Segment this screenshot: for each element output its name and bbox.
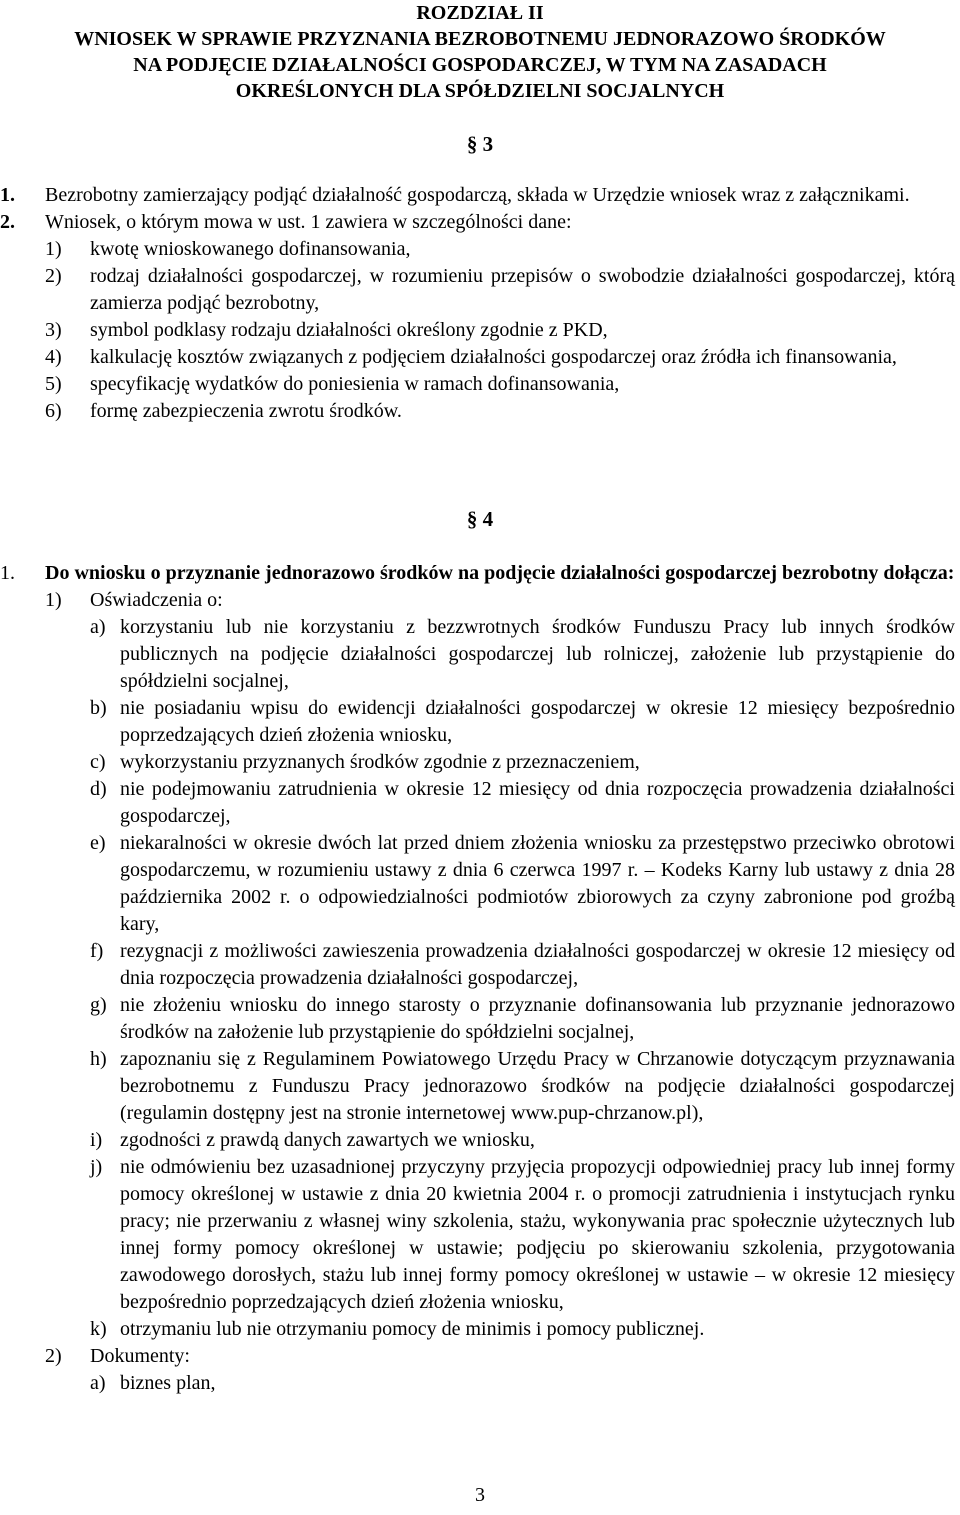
- section-3-body: [0, 182, 955, 425]
- item-letter: i): [90, 1129, 103, 1151]
- statement-item: [0, 1127, 955, 1154]
- item-number: 2): [45, 1345, 62, 1367]
- item-number: 4): [45, 346, 62, 368]
- chapter-subtitle-line-2: NA PODJĘCIE DZIAŁALNOŚCI GOSPODARCZEJ, W TYM NA ZASADACH: [133, 54, 827, 76]
- chapter-subtitle-line-3: OKREŚLONYCH DLA SPÓŁDZIELNI SOCJALNYCH: [235, 80, 725, 102]
- documents-heading: [0, 1343, 955, 1370]
- item-text: nie złożeniu wniosku do innego starosty o przyznanie dofinansowania lub przyznanie jednorazowo środków na założenie lub przystąpienie do spółdzielni socjalnej,: [120, 994, 955, 1043]
- item-number: 2): [45, 265, 62, 287]
- statement-item: [0, 938, 955, 992]
- item-text: korzystaniu lub nie korzystaniu z bezzwrotnych środków Funduszu Pracy lub innych środków publicznych na podjęcie działalności gospodarczej lub rolniczej, założenie lub przystąpienie do spółdzielni socjalnej,: [120, 616, 955, 692]
- item-letter: h): [90, 1048, 107, 1070]
- item-text: wykorzystaniu przyznanych środków zgodnie z przeznaczeniem,: [120, 751, 640, 773]
- statement-item: [0, 614, 955, 695]
- item-text: rodzaj działalności gospodarczej, w rozumieniu przepisów o swobodzie działalności gospodarczej, którą zamierza podjąć bezrobotny,: [90, 265, 955, 314]
- item-letter: f): [90, 940, 104, 962]
- item-text: niekaralności w okresie dwóch lat przed dniem złożenia wniosku za przestępstwo przeciwko obrotowi gospodarczemu, w rozumieniu ustawy z dnia 6 czerwca 1997 r. – Kodeks Karny lub ustawy z dnia 28 października 2002 r. o odpowiedzialności podmiotów zbiorowych za czyny zabronione pod groźbą kary,: [120, 832, 955, 935]
- list-item: [0, 263, 955, 317]
- item-text: biznes plan,: [120, 1372, 216, 1394]
- point-number: 1.: [0, 562, 15, 584]
- item-text: symbol podklasy rodzaju działalności określony zgodnie z PKD,: [90, 319, 608, 341]
- list-item: [0, 371, 955, 398]
- item-text: kwotę wnioskowanego dofinansowania,: [90, 238, 411, 260]
- statement-item: [0, 992, 955, 1046]
- item-letter: j): [90, 1156, 103, 1178]
- item-letter: a): [90, 616, 106, 638]
- chapter-heading: [0, 0, 960, 104]
- statement-item: [0, 695, 955, 749]
- item-text: Oświadczenia o:: [90, 589, 223, 611]
- point-number: 1.: [0, 184, 15, 206]
- statement-item: [0, 749, 955, 776]
- point-text: Bezrobotny zamierzający podjąć działalność gospodarczą, składa w Urzędzie wniosek wraz z załącznikami.: [45, 184, 910, 206]
- item-number: 1): [45, 238, 62, 260]
- item-text: Dokumenty:: [90, 1345, 190, 1367]
- statement-item: [0, 776, 955, 830]
- item-number: 3): [45, 319, 62, 341]
- statements-heading: [0, 587, 955, 614]
- section-4-mark: § 4: [466, 507, 494, 531]
- item-letter: g): [90, 994, 107, 1016]
- item-letter: e): [90, 832, 106, 854]
- section-4-body: [0, 560, 955, 1397]
- page-number: 3: [475, 1484, 485, 1506]
- item-number: 1): [45, 589, 62, 611]
- item-text: formę zabezpieczenia zwrotu środków.: [90, 400, 402, 422]
- chapter-title: ROZDZIAŁ II: [416, 2, 544, 24]
- item-letter: d): [90, 778, 107, 800]
- item-text: nie posiadaniu wpisu do ewidencji działalności gospodarczej w okresie 12 miesięcy bezpośrednio poprzedzających dzień złożenia wniosku,: [120, 697, 955, 746]
- item-letter: k): [90, 1318, 107, 1340]
- section-4-point-1: [0, 560, 955, 587]
- section-3-mark: § 3: [466, 132, 494, 156]
- item-text: nie odmówieniu bez uzasadnionej przyczyny przyjęcia propozycji odpowiedniej pracy lub innej formy pomocy określonej w ustawie z dnia 20 kwietnia 2004 r. o promocji zatrudnienia i instytucjach rynku pracy; nie przerwaniu z własnej winy szkolenia, stażu, wykonywania prac społecznie użytecznych lub innej formy pomocy określonej w ustawie; podjęciu po skierowaniu szkolenia, przygotowania zawodowego dorosłych, stażu lub innej formy pomocy określonej w ustawie – w okresie 12 miesięcy bezpośrednio poprzedzających dzień złożenia wniosku,: [120, 1156, 955, 1313]
- point-text: Do wniosku o przyznanie jednorazowo środków na podjęcie działalności gospodarczej bezrobotny dołącza:: [45, 562, 955, 584]
- chapter-subtitle-line-1: WNIOSEK W SPRAWIE PRZYZNANIA BEZROBOTNEMU JEDNORAZOWO ŚRODKÓW: [74, 28, 886, 50]
- item-text: kalkulację kosztów związanych z podjęciem działalności gospodarczej oraz źródła ich finansowania,: [90, 346, 897, 368]
- item-number: 5): [45, 373, 62, 395]
- item-text: rezygnacji z możliwości zawieszenia prowadzenia działalności gospodarczej w okresie 12 miesięcy od dnia rozpoczęcia prowadzenia działalności gospodarczej,: [120, 940, 955, 989]
- list-item: [0, 317, 955, 344]
- document-item: [0, 1370, 955, 1397]
- item-text: nie podejmowaniu zatrudnienia w okresie 12 miesięcy od dnia rozpoczęcia prowadzenia działalności gospodarczej,: [120, 778, 955, 827]
- point-text: Wniosek, o którym mowa w ust. 1 zawiera w szczególności dane:: [45, 211, 572, 233]
- statement-item: [0, 1316, 955, 1343]
- section-3-point-1: [0, 182, 955, 209]
- statement-item: [0, 1154, 955, 1316]
- item-number: 6): [45, 400, 62, 422]
- list-item: [0, 398, 955, 425]
- section-3-point-2: [0, 209, 955, 236]
- item-letter: a): [90, 1372, 106, 1394]
- statement-item: [0, 830, 955, 938]
- item-letter: c): [90, 751, 106, 773]
- list-item: [0, 344, 955, 371]
- list-item: [0, 236, 955, 263]
- item-text: specyfikację wydatków do poniesienia w ramach dofinansowania,: [90, 373, 620, 395]
- item-text: zapoznaniu się z Regulaminem Powiatowego Urzędu Pracy w Chrzanowie dotyczącym przyznawania bezrobotnemu z Funduszu Pracy jednorazowo środków na podjęcie działalności gospodarczej (regulamin dostępny jest na stronie internetowej www.pup-chrzanow.pl),: [120, 1048, 955, 1124]
- item-letter: b): [90, 697, 107, 719]
- item-text: otrzymaniu lub nie otrzymaniu pomocy de minimis i pomocy publicznej.: [120, 1318, 705, 1340]
- point-number: 2.: [0, 211, 15, 233]
- item-text: zgodności z prawdą danych zawartych we wniosku,: [120, 1129, 535, 1151]
- statement-item: [0, 1046, 955, 1127]
